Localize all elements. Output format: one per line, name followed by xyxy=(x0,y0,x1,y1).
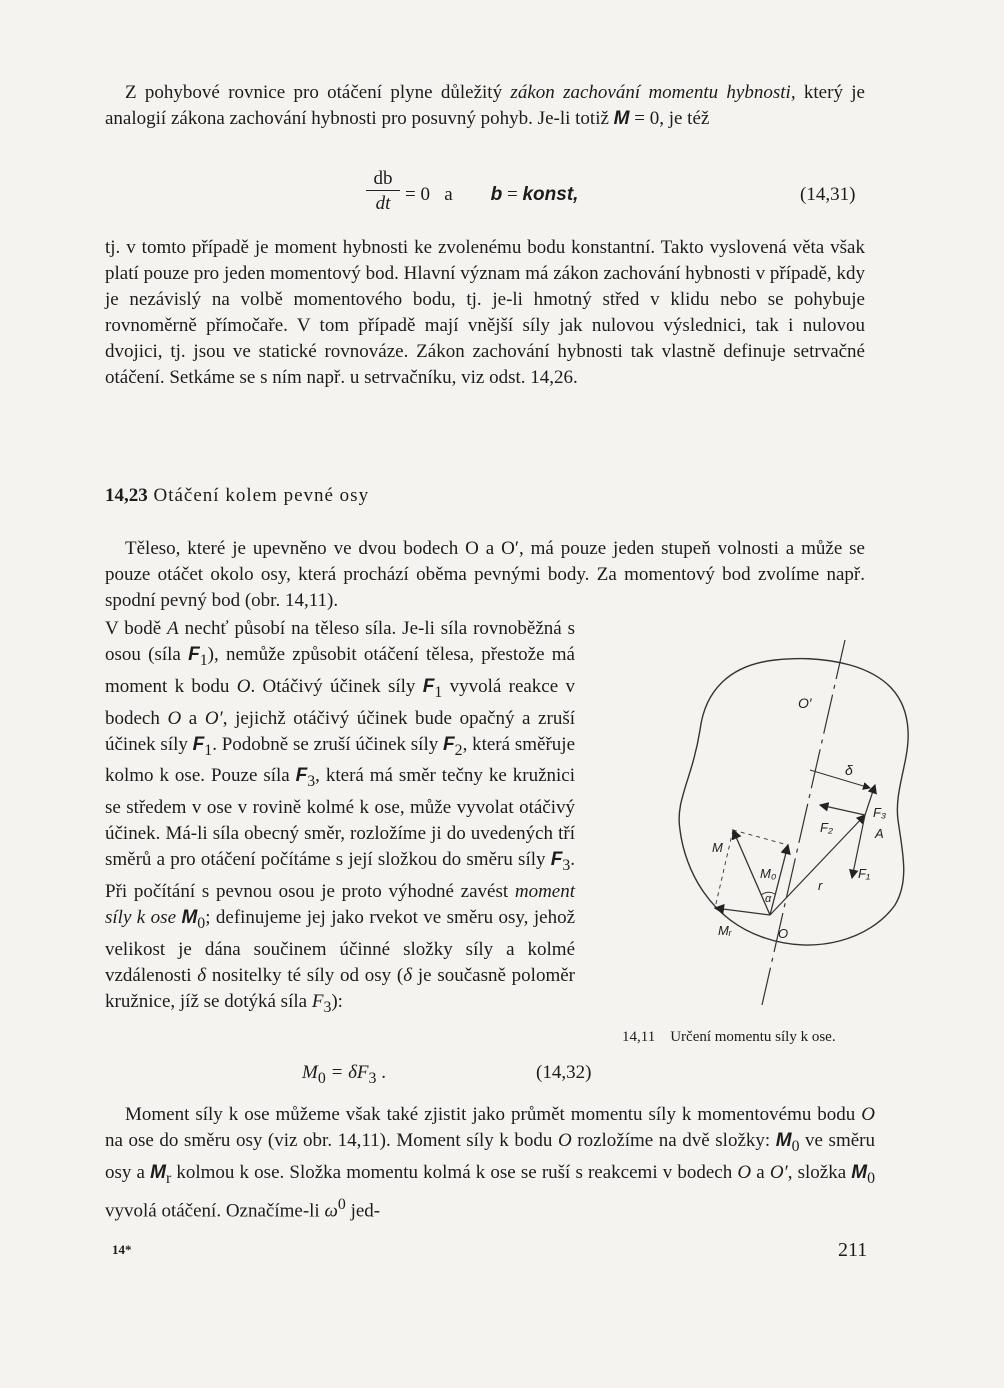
projection-line xyxy=(733,830,788,845)
vector-f: F xyxy=(192,733,205,755)
paragraph-3-full-text: Těleso, které je upevněno ve dvou bodech O a O′, má pouze jeden stupeň volnosti a může se pouze otáčet okolo osy, která prochází oběma pevnými body. Za momentový bod zvolíme např. spodní pevný bod (obr. 14,11). xyxy=(105,538,865,611)
emphasis-term: moment síly k ose xyxy=(105,880,575,928)
subscript: 0 xyxy=(791,1137,800,1155)
text-run: , která má směr tečny ke kružnici se středem v ose v rovině kolmé k ose, může vyvolat otáčivý účinek. Má-li síla obecný směr, rozložíme ji do uvedených tří směrů a pro otáčení počítáme s její složkou do směru síly xyxy=(105,765,575,871)
text-run: Moment síly k ose můžeme však také zjistit jako průmět momentu síly k momentovému bodu xyxy=(125,1104,862,1125)
subscript: 1 xyxy=(204,741,213,759)
text-run: nositelky té síly od osy ( xyxy=(206,964,404,986)
point-o: O xyxy=(236,675,251,697)
vector-f: F xyxy=(422,675,435,697)
delta-dimension xyxy=(810,770,870,788)
vector-m: M xyxy=(613,108,630,129)
paragraph-top xyxy=(105,80,865,132)
vector-f: F xyxy=(550,849,563,871)
section-title: Otáčení kolem pevné osy xyxy=(153,485,370,506)
vector-m: M xyxy=(181,906,198,928)
point-o: O xyxy=(167,707,182,729)
figure-14-11 xyxy=(670,620,920,1020)
subscript: 0 xyxy=(317,1069,326,1087)
label-f2: F₂ xyxy=(820,820,833,835)
text-run: . Při počítání s pevnou osou je proto výhodné zavést xyxy=(105,849,575,902)
vector-f: F xyxy=(188,644,200,665)
label-a: A xyxy=(875,826,884,841)
section-heading xyxy=(105,483,369,509)
subscript: 3 xyxy=(323,998,332,1016)
konst-text: konst, xyxy=(522,184,579,205)
text-run: jed- xyxy=(345,1199,381,1221)
text-run: je současně poloměr kružnice, jíž se dotýká síla xyxy=(105,964,575,1012)
point-o: O xyxy=(557,1130,572,1151)
label-alpha: α xyxy=(765,893,772,905)
label-m0: M₀ xyxy=(760,866,777,881)
point-o: O xyxy=(737,1161,752,1183)
vector-b: b xyxy=(490,184,503,205)
equals-sign: = xyxy=(507,184,518,205)
text-run: vyvolá otáčení. Označíme-li xyxy=(105,1199,325,1221)
text-run: a xyxy=(751,1161,770,1183)
label-delta: δ xyxy=(845,762,853,778)
signature-mark: 14* xyxy=(112,1242,132,1257)
page-number: 211 xyxy=(838,1239,868,1261)
fraction-denominator: dt xyxy=(375,193,391,214)
subscript: 0 xyxy=(867,1169,876,1187)
paragraph-2 xyxy=(105,235,865,391)
label-r: r xyxy=(818,878,823,893)
f2-vector xyxy=(820,805,865,815)
r-vector xyxy=(770,815,865,915)
subscript: 3 xyxy=(562,856,571,874)
subscript: 0 xyxy=(197,914,206,932)
label-mr: Mᵣ xyxy=(718,923,732,938)
paragraph-2-text: tj. v tomto případě je moment hybnosti ke zvolenému bodu konstantní. Takto vyslovená věta však platí pouze pro jeden momentový bod. Hlavní význam má zákon zachování hybnosti v případě, kdy je nezávislý na volbě momentového bodu, tj. je-li hmotný střed v klidu nebo se pohybuje rovnoměrně přímočaře. V tom případě mají vnější síly jak nulovou výslednici, tak i nulovou dvojici, tj. jsou ve statické rovnováze. Zákon zachování hybnosti tak vlastně definuje setrvačné otáčení. Setkáme se s ním např. u setrvačníku, viz odst. 14,26. xyxy=(105,237,865,388)
lhs-m: M xyxy=(302,1062,318,1083)
text-run: a xyxy=(181,707,205,729)
equation-body xyxy=(302,1060,386,1092)
equation-number: (14,32) xyxy=(536,1062,592,1083)
text-run: , která směřuje kolmo k ose. Pouze síla xyxy=(105,733,575,787)
text-run: kolmou k ose. Složka momentu kolmá k ose se ruší s reakcemi v bodech xyxy=(171,1161,738,1183)
paragraph-3-narrow xyxy=(105,616,575,1021)
text-run: který je analogií zákona zachování hybnosti pro posuvný pohyb. Je-li totiž xyxy=(105,82,865,129)
text-run: = 0, je též xyxy=(629,108,710,129)
delta-symbol: δ xyxy=(197,964,207,986)
caption-number: 14,11 xyxy=(622,1029,656,1045)
text-run: ve směru osy a xyxy=(105,1130,875,1183)
text-run: , jejichž otáčivý účinek bude opačný a zruší účinek síly xyxy=(105,707,575,755)
fraction xyxy=(366,168,400,217)
point-o-prime: O′ xyxy=(204,707,223,729)
text-run: nechť působí na těleso síla. Je-li síla rovnoběžná s osou (síla xyxy=(105,618,575,665)
caption-text: Určení momentu síly k ose. xyxy=(670,1029,836,1045)
omega-symbol: ω xyxy=(324,1199,338,1221)
equation-number: (14,31) xyxy=(800,184,856,205)
label-o: O xyxy=(778,926,789,941)
section-number: 14,23 xyxy=(105,485,148,506)
point-a: A xyxy=(167,618,179,639)
numerator-text: db xyxy=(373,168,393,189)
period: . xyxy=(376,1062,386,1083)
vector-f: F xyxy=(295,765,308,787)
subscript: 3 xyxy=(307,773,316,791)
body-outline xyxy=(679,659,908,945)
text-run: . Podobně se zruší účinek síly xyxy=(212,733,444,755)
text-run: . Otáčivý účinek síly xyxy=(250,675,423,697)
subscript: r xyxy=(165,1169,172,1187)
subscript: 1 xyxy=(199,651,208,669)
paragraph-3-full xyxy=(105,536,865,614)
text-run: V bodě xyxy=(105,618,168,639)
fraction-numerator xyxy=(366,168,400,191)
text-run: Z pohybové rovnice pro otáčení plyne důležitý xyxy=(125,82,511,103)
figure-caption xyxy=(622,1026,872,1048)
subscript: 3 xyxy=(368,1069,377,1087)
label-m: M xyxy=(712,840,723,855)
paragraph-4 xyxy=(105,1102,875,1224)
text-run: ), nemůže způsobit otáčení tělesa, přestože má moment k bodu xyxy=(105,644,575,697)
rhs-text: = 0 a xyxy=(405,184,453,205)
point-o-prime: O′ xyxy=(769,1161,788,1183)
text-run: ): xyxy=(331,990,343,1012)
force-f: F xyxy=(311,990,324,1012)
vector-m: M xyxy=(775,1130,792,1151)
point-o: O xyxy=(861,1104,875,1125)
text-run: ; definujeme jej jako rvekot ve směru osy, jehož velikost je dána součinem účinné složky síly a kolmé vzdálenosti xyxy=(105,906,576,986)
label-f3: F₃ xyxy=(873,805,887,820)
rhs-delta-f: = δF xyxy=(325,1062,369,1083)
superscript: 0 xyxy=(337,1195,346,1213)
delta-symbol: δ xyxy=(403,964,413,986)
vector-m: M xyxy=(150,1161,166,1183)
text-run: na ose do směru osy (viz obr. 14,11). Moment síly k bodu xyxy=(105,1130,558,1151)
subscript: 2 xyxy=(454,741,463,759)
label-o-prime: O′ xyxy=(798,695,812,711)
label-f1: F₁ xyxy=(858,866,871,881)
emphasis-law: zákon zachování momentu hybnosti, xyxy=(510,82,796,103)
text-run: vyvolá reakce v bodech xyxy=(105,675,575,729)
text-run: , složka xyxy=(787,1161,852,1183)
subscript: 1 xyxy=(434,683,443,701)
equation-rhs xyxy=(405,182,578,208)
vector-f: F xyxy=(443,733,455,755)
text-run: rozložíme na dvě složky: xyxy=(571,1130,776,1151)
vector-m: M xyxy=(851,1161,868,1183)
